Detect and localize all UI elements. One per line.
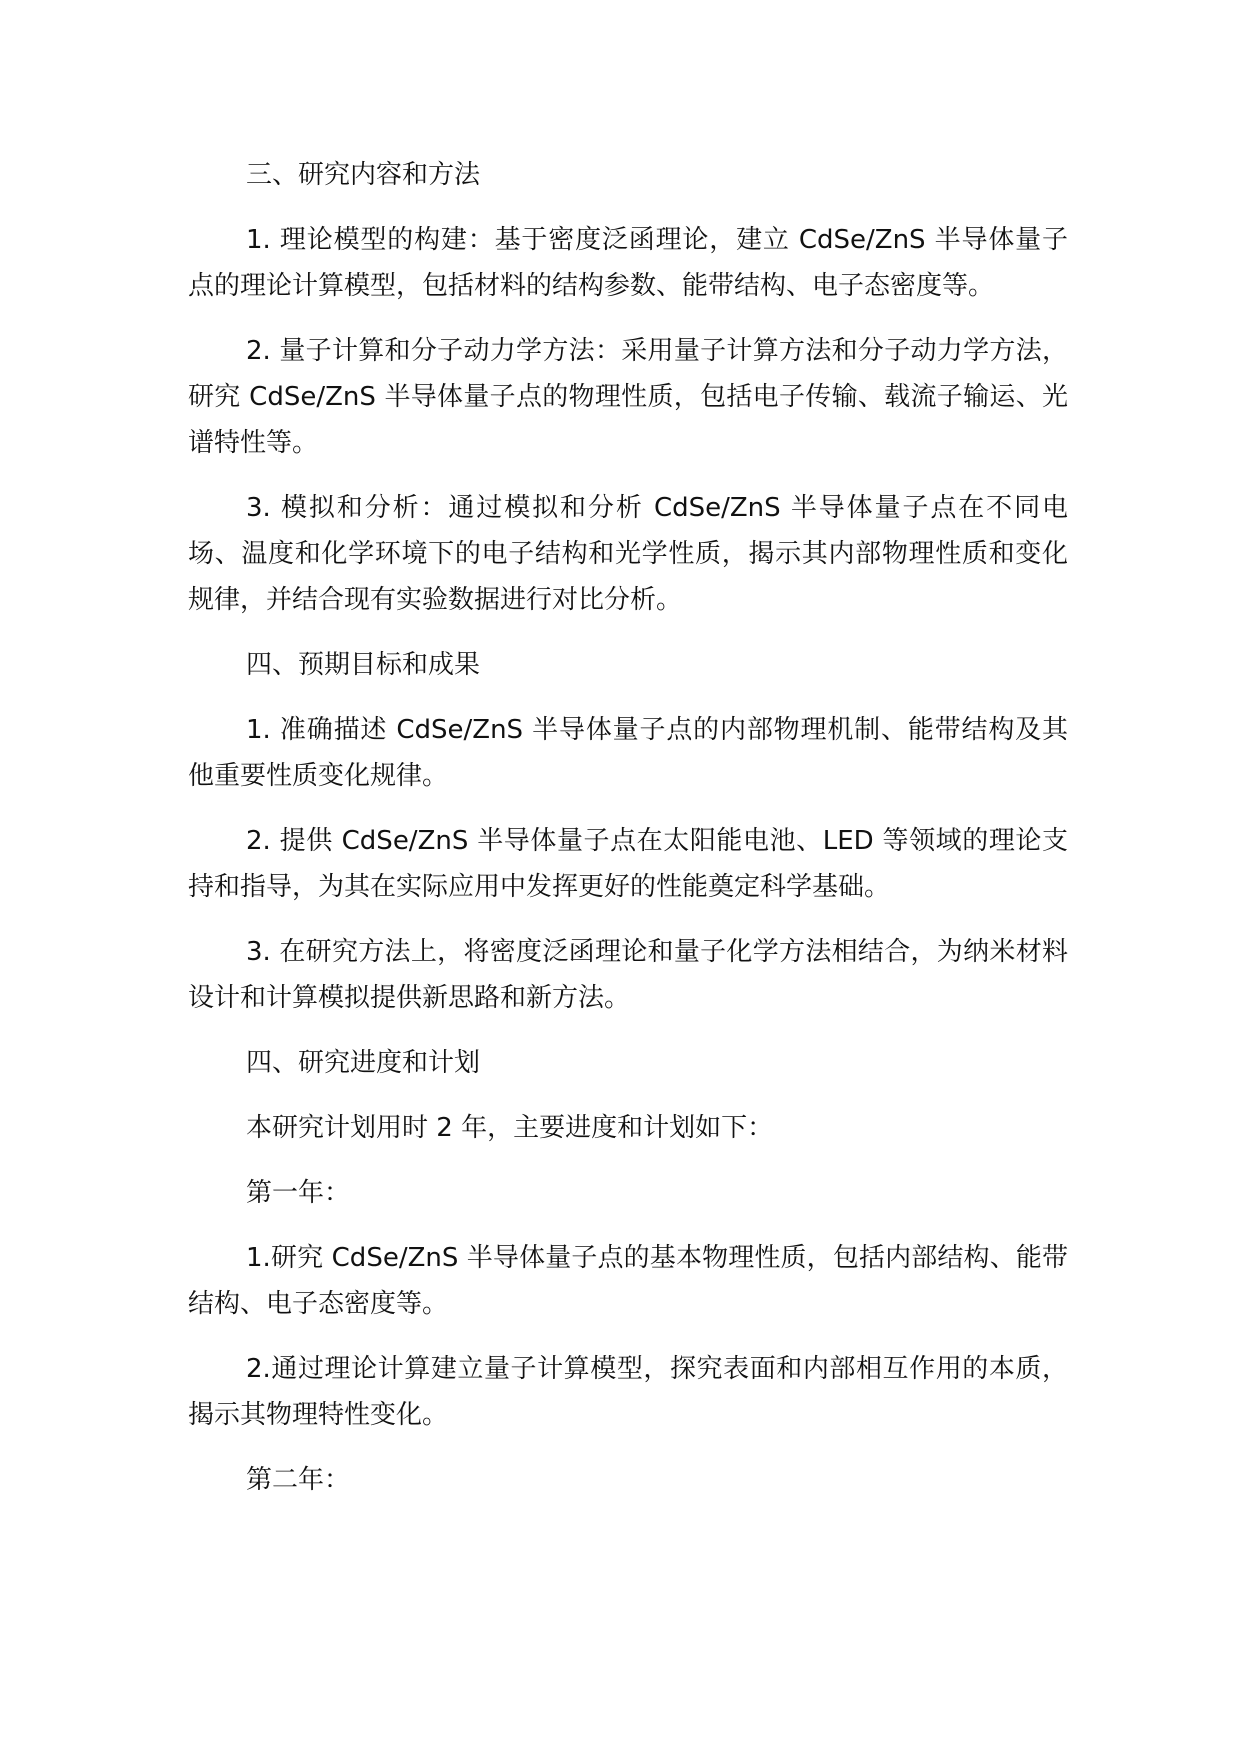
paragraph-year-one-item-2: 2.通过理论计算建立量子计算模型，探究表面和内部相互作用的本质，揭示其物理特性变化。 <box>188 1354 1068 1430</box>
paragraph-simulation-analysis: 3. 模拟和分析：通过模拟和分析 CdSe/ZnS 半导体量子点在不同电场、温度和化学环境下的电子结构和光学性质，揭示其内部物理性质和变化规律，并结合现有实验数据进行对比分析。 <box>188 493 1068 615</box>
document-body <box>188 152 1068 1522</box>
subheading-year-one: 第一年： <box>246 1178 351 1208</box>
paragraph-theory-model: 1. 理论模型的构建：基于密度泛函理论，建立 CdSe/ZnS 半导体量子点的理论计算模型，包括材料的结构参数、能带结构、电子态密度等。 <box>188 225 1068 301</box>
subheading-year-two: 第二年： <box>246 1465 351 1495</box>
paragraph-goal-2: 2. 提供 CdSe/ZnS 半导体量子点在太阳能电池、LED 等领域的理论支持和指导，为其在实际应用中发挥更好的性能奠定科学基础。 <box>188 826 1068 902</box>
paragraph-year-one-item-1: 1.研究 CdSe/ZnS 半导体量子点的基本物理性质，包括内部结构、能带结构、电子态密度等。 <box>188 1243 1068 1319</box>
section-heading-progress-plan: 四、研究进度和计划 <box>246 1048 481 1078</box>
paragraph-goal-1: 1. 准确描述 CdSe/ZnS 半导体量子点的内部物理机制、能带结构及其他重要性质变化规律。 <box>188 715 1068 791</box>
section-heading-expected-goals: 四、预期目标和成果 <box>246 650 481 680</box>
section-heading-research-content: 三、研究内容和方法 <box>246 160 481 190</box>
paragraph-goal-3: 3. 在研究方法上，将密度泛函理论和量子化学方法相结合，为纳米材料设计和计算模拟提供新思路和新方法。 <box>188 937 1068 1013</box>
paragraph-quantum-md: 2. 量子计算和分子动力学方法：采用量子计算方法和分子动力学方法，研究 CdSe/ZnS 半导体量子点的物理性质，包括电子传输、载流子输运、光谱特性等。 <box>188 336 1068 458</box>
paragraph-plan-intro: 本研究计划用时 2 年，主要进度和计划如下： <box>246 1113 774 1143</box>
